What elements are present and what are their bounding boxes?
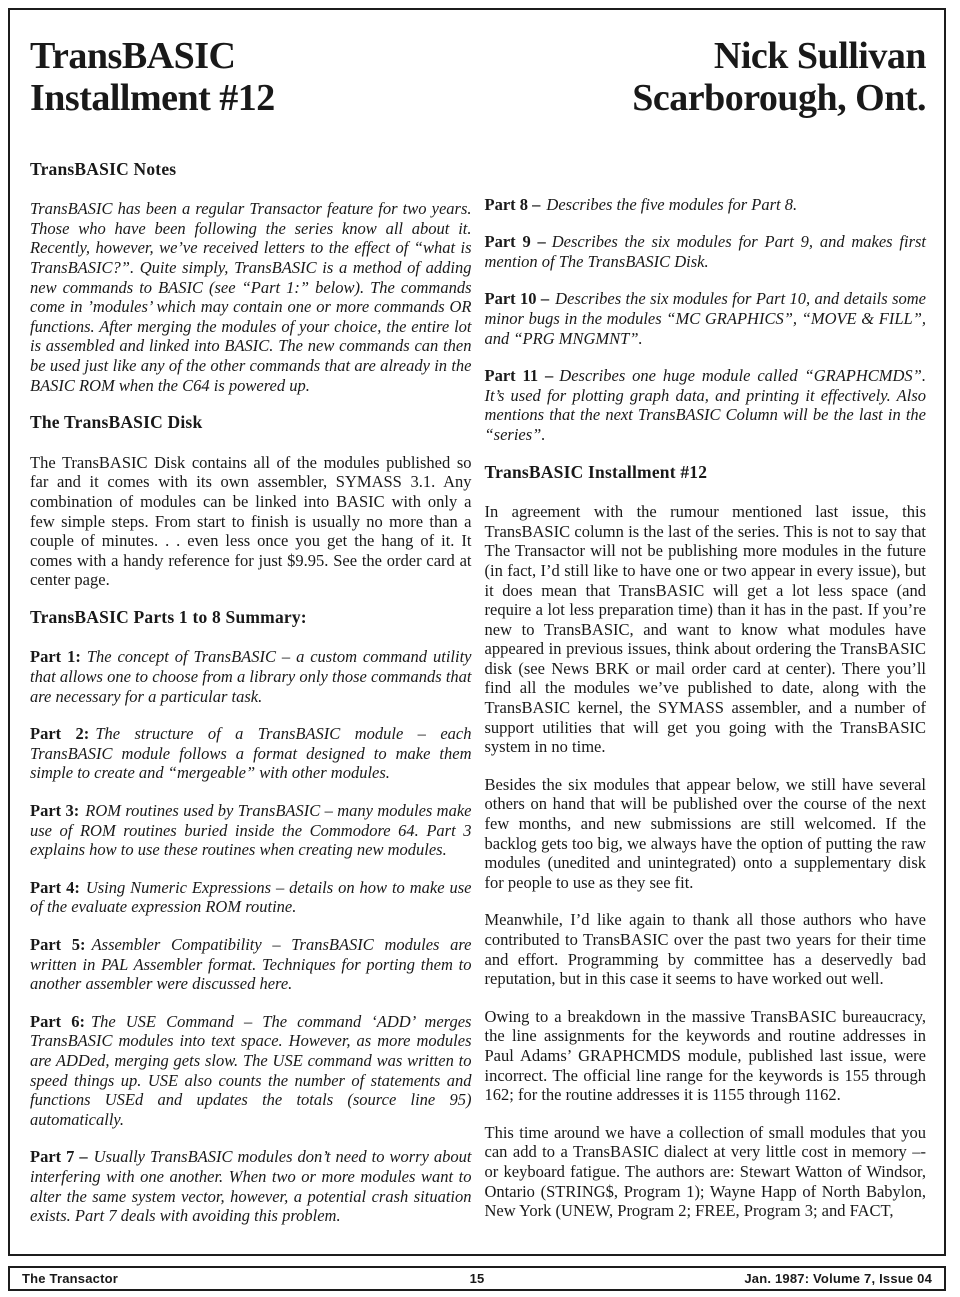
part-summary-7 (30, 1147, 472, 1225)
part-text: Assembler Compatibility – TransBASIC modules are written in PAL Assembler format. Techniques for porting them to another assembler were discussed here. (30, 935, 472, 994)
issue-label: Jan. 1987: Volume 7, Issue 04 (744, 1271, 932, 1286)
installment-paragraph-4: Owing to a breakdown in the massive TransBASIC bureaucracy, the line assignments for the keywords and routine addresses in Paul Adams’ GRAPHCMDS module, published last issue, were incorrect. The official line range for the keywords is 155 through 162; for the routine addresses it is 1155 through 1162. (484, 1006, 926, 1105)
part-summary-1 (30, 647, 472, 706)
article-byline (632, 36, 926, 120)
magazine-name: The Transactor (22, 1271, 118, 1286)
part-label: Part 2: (30, 724, 90, 744)
part-summary-8 (485, 195, 927, 215)
notes-paragraph: TransBASIC has been a regular Transactor feature for two years. Those who have been following the series know all about it. Recently, however, we’ve received letters to the effect of “what is TransBASIC?”. Quite simply, TransBASIC is a method of adding new commands to BASIC (see “Part 1:” below). The commands come in ’modules’ which may contain one or more commands OR functions. After merging the modules of your choice, the entire lot is assembled and linked into BASIC. The new commands can then be used just like any of the other commands that are already in the BASIC ROM when the C64 is powered up. (30, 199, 472, 395)
installment-paragraph-2: Besides the six modules that appear below, we still have several others on hand that will be published over the course of the next few months, and new submissions are still welcomed. If the backlog gets too big, we always have the option of putting the raw modules (unedited and unintegrated) onto a supplementary disk for people to use as they see fit. (484, 774, 926, 892)
part-text: The concept of TransBASIC – a custom command utility that allows one to choose from a library only those commands that are necessary for a particular task. (30, 647, 472, 706)
page-footer (8, 1266, 946, 1291)
part-label: Part 8 – (484, 194, 541, 214)
part-summary-9 (485, 232, 927, 271)
installment-paragraph-1: In agreement with the rumour mentioned last issue, this TransBASIC column is the last of the series. This is not to say that The Transactor will not be publishing more modules in the future (in fact, I’d still like to have one or two appear in every issue), but it does mean that TransBASIC will get a lot less space (and require a lot less preparation time) than it has in the past. If you’re new to TransBASIC, and want to know what modules have appeared in previous issues, think about ordering the TransBASIC disk (see News BRK or mail order card at center). There you’ll find all the modules we’ve published to date, along with the TransBASIC kernel, the SYMASS assembler, and a number of support utilities that will get you going with the TransBASIC system in no time. (484, 502, 926, 757)
part-text: Using Numeric Expressions – details on how to make use of the evaluate expression ROM routine. (30, 877, 472, 917)
part-label: Part 11 – (484, 366, 554, 386)
author-name: Nick Sullivan (713, 35, 926, 77)
part-text: Describes the five modules for Part 8. (546, 194, 798, 214)
part-text: Describes the six modules for Part 9, and makes first mention of The TransBASIC Disk. (484, 232, 926, 271)
part-summary-6 (30, 1012, 472, 1130)
part-label: Part 6: (30, 1011, 85, 1031)
part-text: The USE Command – The command ‘ADD’ merges TransBASIC modules into text space. However, as more modules are ADDed, merging gets slow. The USE command was written to speed things up. USE also counts the number of statements and functions USEd and updates the totals (source line 95) automatically. (30, 1011, 472, 1129)
section-heading-notes: TransBASIC Notes (30, 158, 177, 179)
part-summary-5 (30, 935, 472, 994)
installment-paragraph-5: This time around we have a collection of small modules that you can add to a TransBASIC dialect at very little cost in memory –- or keyboard fatigue. The authors are: Stewart Watton of Windsor, Ontario (STRING$, Program 1); Wayne Happ of North Babylon, New York (UNEW, Program 2; FREE, Program 3; and FACT, (484, 1122, 926, 1221)
article-title-line2: Installment #12 (30, 76, 275, 119)
part-label: Part 10 – (484, 289, 550, 309)
part-text: ROM routines used by TransBASIC – many modules make use of ROM routines buried inside the Commodore 64. Part 3 explains how to use these routines when creating new modules. (30, 801, 472, 860)
section-heading-summary: TransBASIC Parts 1 to 8 Summary: (30, 606, 307, 627)
part-summary-4 (30, 878, 472, 917)
disk-paragraph: The TransBASIC Disk contains all of the modules published so far and it comes with its own assembler, SYMASS 3.1. Any combination of modules can be linked into BASIC with only a few simple steps. From start to finish is usually no more than a couple of minutes. . . even less once you get the hang of it. It comes with a handy reference for just $9.95. See the order card at center page. (30, 452, 472, 590)
part-label: Part 4: (30, 877, 80, 897)
part-summary-10 (485, 289, 927, 348)
part-text: Describes the six modules for Part 10, and details some minor bugs in the modules “MC GRAPHICS”, “MOVE & FILL”, and “PRG MNGMNT”. (484, 289, 926, 348)
part-summary-2 (30, 724, 472, 783)
installment-paragraph-3: Meanwhile, I’d like again to thank all those authors who have contributed to TransBASIC over the past two years for their time and effort. Programming by committee has a deservedly bad reputation, but in this case it seems to have worked out well. (484, 910, 926, 989)
two-column-body (30, 154, 926, 1244)
part-label: Part 5: (30, 935, 86, 954)
part-text: Usually TransBASIC modules don’t need to worry about interfering with one another. When two or more modules want to alter the same system vector, however, a potential crash situation exists. Part 7 deals with avoiding this problem. (30, 1147, 472, 1226)
part-label: Part 3: (30, 801, 80, 821)
part-label: Part 7 – (30, 1147, 88, 1167)
part-summary-3 (30, 801, 472, 860)
part-label: Part 1: (30, 647, 81, 667)
author-location: Scarborough, Ont. (632, 76, 926, 119)
section-heading-installment: TransBASIC Installment #12 (484, 461, 708, 482)
section-heading-disk: The TransBASIC Disk (30, 412, 203, 433)
part-label: Part 9 – (484, 232, 546, 252)
right-column (485, 154, 927, 1244)
article-header (30, 36, 926, 120)
part-text: Describes one huge module called “GRAPHCMDS”. It’s used for plotting graph data, and printing it effectively. Also mentions that the next TransBASIC Column will be the last in the “series”. (484, 366, 926, 444)
article-title-line1: TransBASIC (30, 35, 236, 77)
article-title (30, 36, 275, 120)
page-number: 15 (469, 1271, 485, 1286)
part-text: The structure of a TransBASIC module – each TransBASIC module follows a format designed to make them simple to create and “mergeable” with other modules. (30, 724, 472, 783)
left-column (30, 154, 472, 1244)
part-summary-11 (485, 366, 927, 444)
page-border (8, 8, 946, 1256)
